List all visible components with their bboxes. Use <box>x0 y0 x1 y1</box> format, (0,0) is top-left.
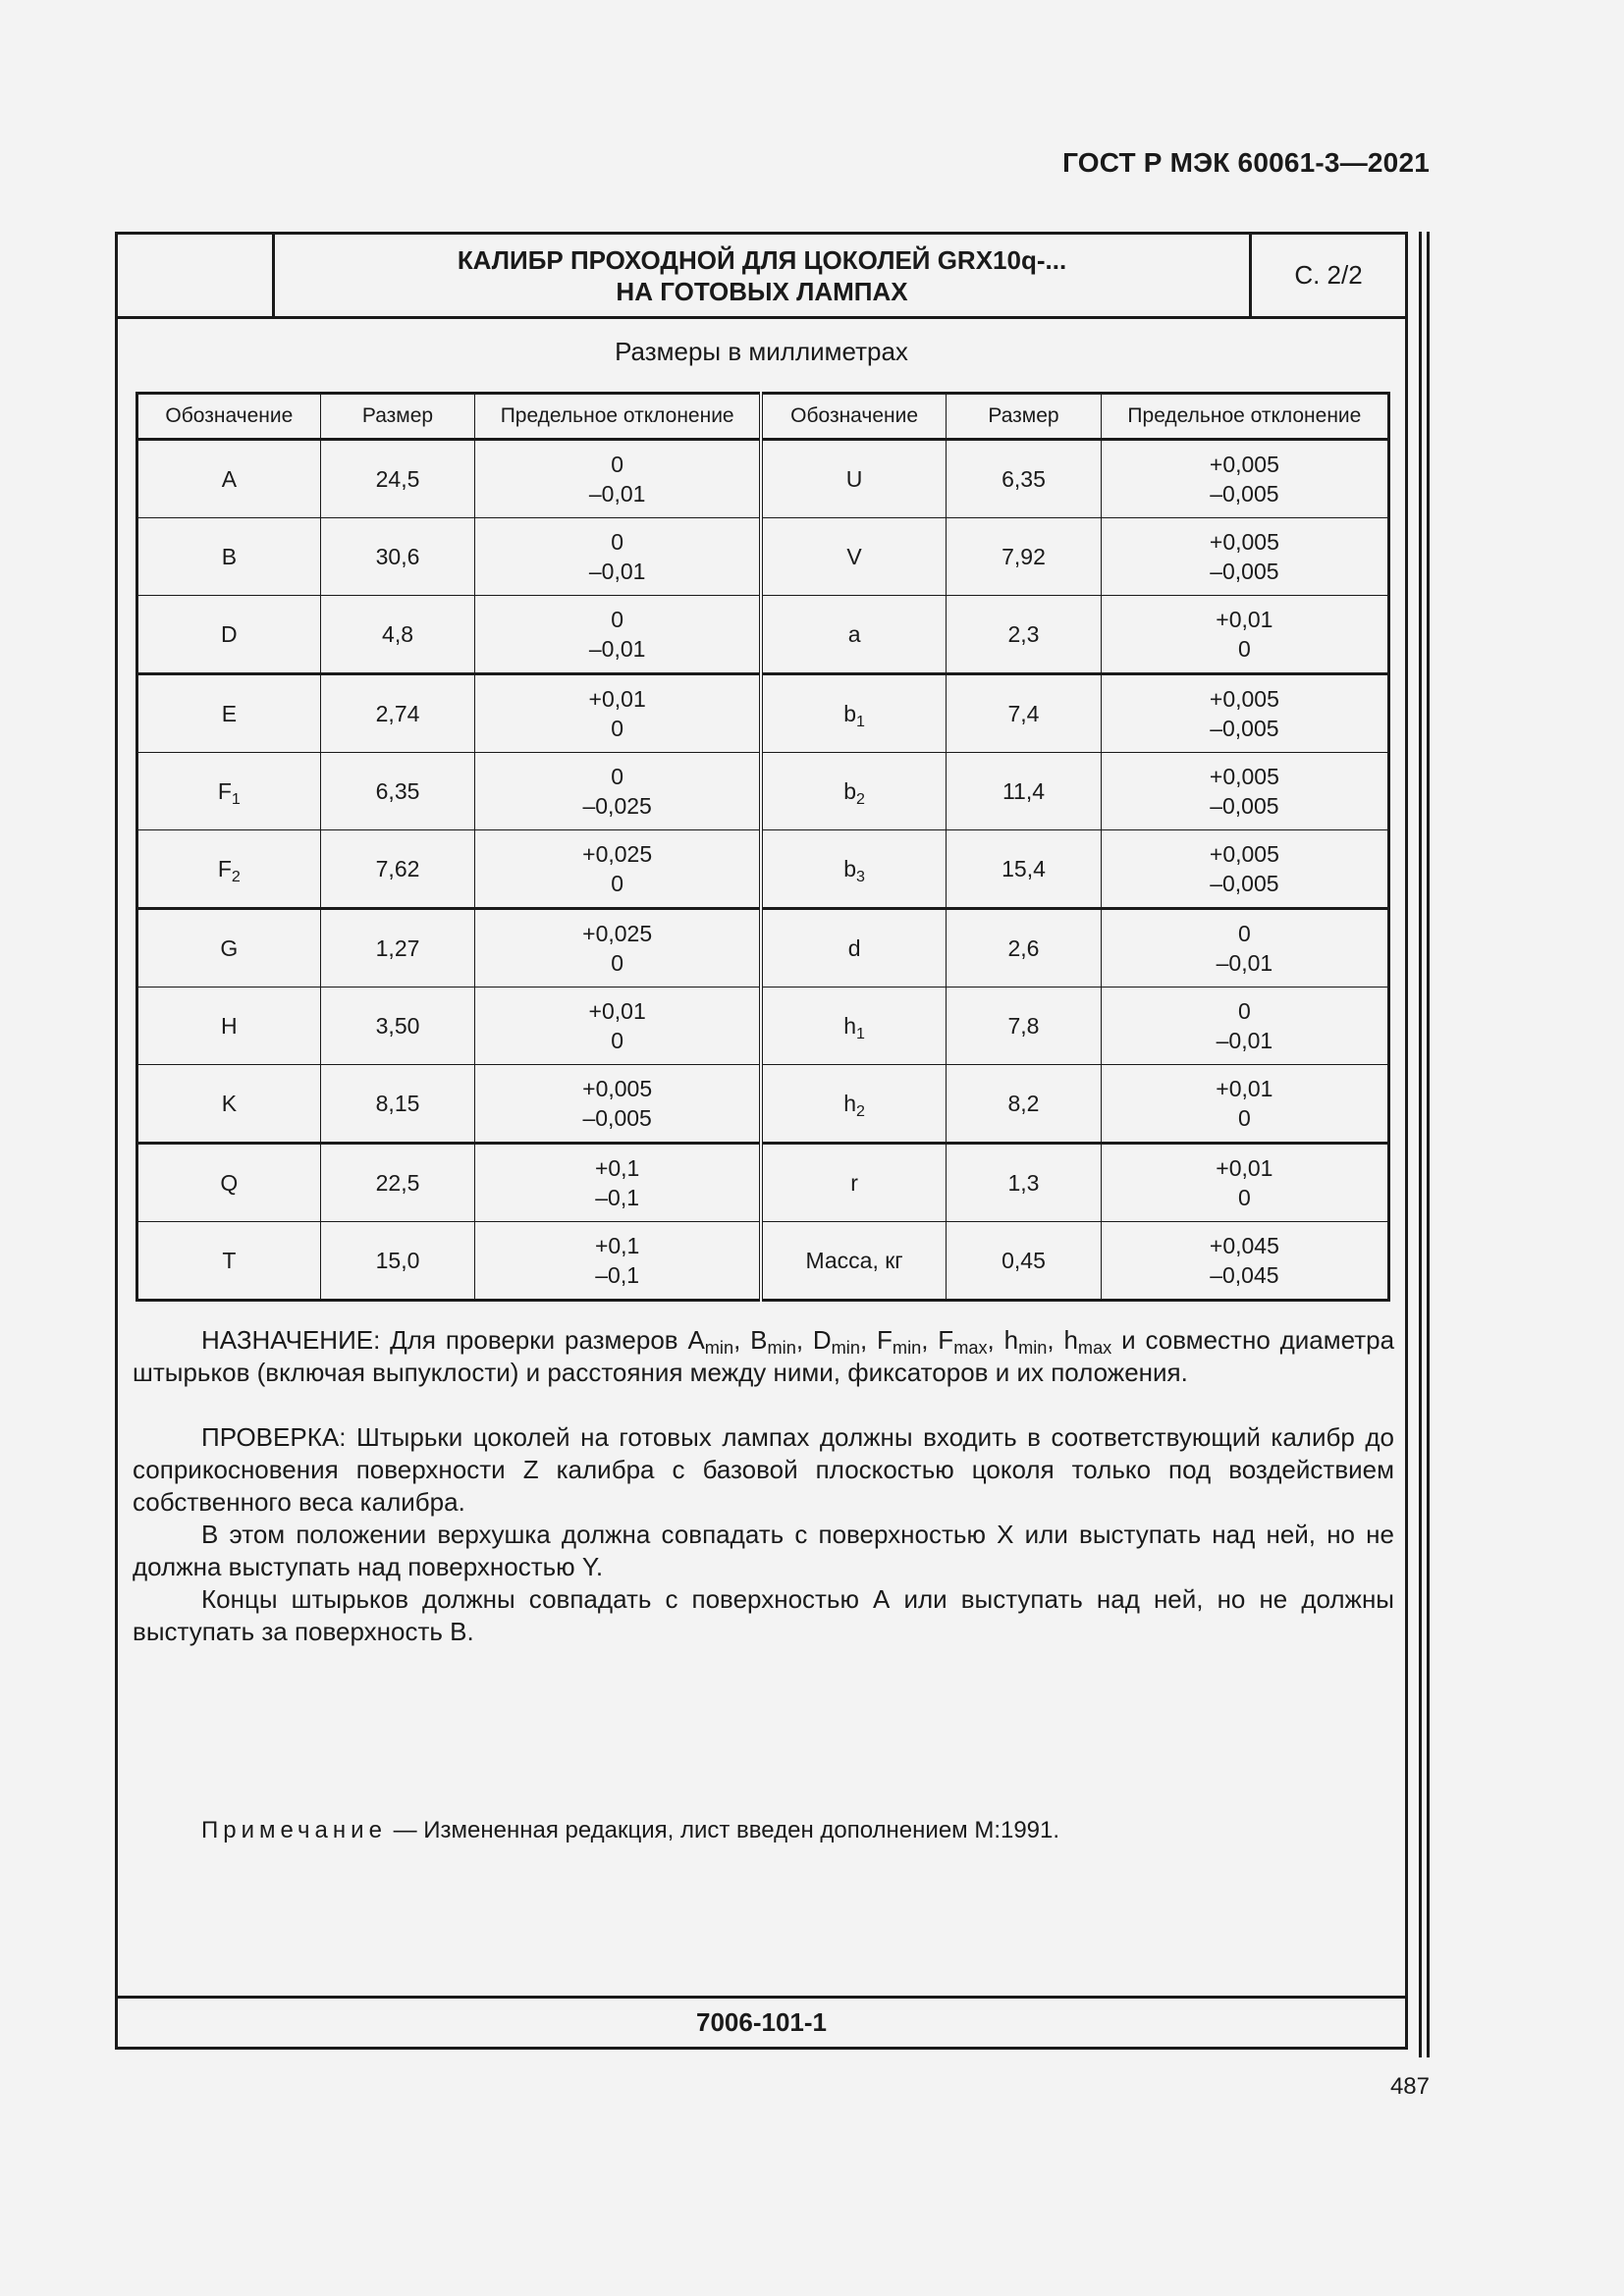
deviation-cell <box>475 674 761 753</box>
purpose-separator: , <box>795 1325 813 1355</box>
size-cell: 22,5 <box>320 1144 475 1222</box>
purpose-paragraph <box>133 1324 1394 1389</box>
designation-symbol: U <box>845 466 863 492</box>
deviation-upper: +0,1 <box>594 1155 640 1181</box>
size-cell: 8,2 <box>947 1065 1102 1144</box>
designation-cell <box>137 596 321 674</box>
purpose-dimension <box>1063 1325 1112 1358</box>
size-cell: 6,35 <box>320 753 475 830</box>
deviation-upper: +0,01 <box>1216 1076 1273 1101</box>
deviation-lower: –0,1 <box>595 1262 640 1288</box>
size-cell: 7,92 <box>947 518 1102 596</box>
deviation-cell <box>1101 1144 1388 1222</box>
deviation-upper: 0 <box>611 607 624 632</box>
column-header: Предельное отклонение <box>1101 394 1388 440</box>
table-row <box>137 830 1389 909</box>
designation-symbol: D <box>221 621 238 647</box>
size-cell: 4,8 <box>320 596 475 674</box>
column-header: Размер <box>947 394 1102 440</box>
designation-symbol: a <box>847 621 861 647</box>
sheet-footer-code: 7006-101-1 <box>118 1996 1405 2047</box>
designation-cell <box>137 440 321 518</box>
deviation-upper: 0 <box>611 452 624 477</box>
designation-cell <box>137 753 321 830</box>
designation-symbol: h <box>843 1091 857 1116</box>
purpose-separator: , <box>859 1325 878 1355</box>
deviation-upper: +0,045 <box>1209 1233 1279 1258</box>
standard-code: ГОСТ Р МЭК 60061-3—2021 <box>1062 147 1430 178</box>
check-paragraph: Концы штырьков должны совпадать с поверхностью А или выступать над ней, но не должны выступать за поверхность В. <box>133 1584 1394 1646</box>
deviation-upper: +0,025 <box>582 841 653 867</box>
dimensions-table <box>135 392 1390 1302</box>
designation-symbol: r <box>850 1170 858 1196</box>
deviation-lower: 0 <box>1237 1185 1251 1210</box>
deviation-upper: 0 <box>1237 921 1251 946</box>
deviation-lower: –0,025 <box>582 793 652 819</box>
gauge-sheet <box>115 232 1408 2050</box>
sheet-header <box>118 235 1405 319</box>
designation-symbol: F <box>217 856 232 881</box>
designation-cell <box>137 1222 321 1301</box>
deviation-lower: 0 <box>1237 636 1251 662</box>
purpose-dimension-symbol: h <box>1003 1325 1019 1355</box>
size-cell: 7,62 <box>320 830 475 909</box>
deviation-upper: +0,01 <box>588 998 646 1024</box>
designation-subscript: 1 <box>231 790 241 808</box>
deviation-cell <box>1101 830 1388 909</box>
deviation-cell <box>475 1144 761 1222</box>
designation-cell <box>137 830 321 909</box>
note-text: — Измененная редакция, лист введен дополнением М:1991. <box>386 1817 1060 1843</box>
designation-symbol: h <box>843 1013 857 1039</box>
purpose-dimension-subscript: max <box>953 1338 988 1358</box>
designation-cell <box>761 1144 947 1222</box>
deviation-upper: +0,005 <box>1209 452 1279 477</box>
table-row <box>137 596 1389 674</box>
purpose-separator: , <box>921 1325 939 1355</box>
purpose-dimension <box>1003 1325 1048 1358</box>
size-cell: 3,50 <box>320 988 475 1065</box>
size-cell: 7,4 <box>947 674 1102 753</box>
designation-symbol: G <box>220 935 239 961</box>
table-row <box>137 440 1389 518</box>
designation-symbol: E <box>221 701 238 726</box>
deviation-upper: +0,005 <box>1209 529 1279 555</box>
margin-rule <box>1427 232 1430 2057</box>
designation-subscript: 2 <box>231 868 241 885</box>
deviation-cell <box>475 753 761 830</box>
purpose-dimension-symbol: D <box>812 1325 832 1355</box>
deviation-upper: 0 <box>611 529 624 555</box>
table-row <box>137 909 1389 988</box>
deviation-cell <box>1101 988 1388 1065</box>
deviation-lower: –0,005 <box>1210 559 1279 584</box>
deviation-cell <box>1101 1065 1388 1144</box>
table-row <box>137 674 1389 753</box>
purpose-dimension <box>750 1325 796 1358</box>
designation-subscript: 1 <box>856 713 865 730</box>
header-blank-cell <box>118 235 275 316</box>
table-row <box>137 753 1389 830</box>
size-cell: 2,6 <box>947 909 1102 988</box>
designation-cell <box>137 674 321 753</box>
check-paragraph: ПРОВЕРКА: Штырьки цоколей на готовых лампах должны входить в соответствующий калибр до соприкосновения поверхности Z калибра с базовой плоскостью цоколя только под воздействием собственного веса калибра. <box>133 1422 1394 1517</box>
sheet-title-line2: НА ГОТОВЫХ ЛАМПАХ <box>616 276 908 306</box>
size-cell: 2,3 <box>947 596 1102 674</box>
deviation-lower: 0 <box>1237 1105 1251 1131</box>
designation-symbol: b <box>843 701 857 726</box>
designation-symbol: H <box>221 1013 238 1039</box>
designation-cell <box>761 1222 947 1301</box>
deviation-upper: +0,1 <box>594 1233 640 1258</box>
deviation-cell <box>475 440 761 518</box>
sheet-title <box>275 235 1252 316</box>
units-caption: Размеры в миллиметрах <box>615 337 908 366</box>
purpose-separator: , <box>733 1325 751 1355</box>
designation-cell <box>137 518 321 596</box>
designation-symbol: T <box>222 1248 237 1273</box>
check-paragraph: В этом положении верхушка должна совпадать с поверхностью X или выступать над ней, но не должна выступать над поверхностью Y. <box>133 1520 1394 1581</box>
purpose-separator: , <box>1047 1325 1064 1355</box>
designation-cell <box>761 440 947 518</box>
deviation-cell <box>1101 674 1388 753</box>
designation-subscript: 2 <box>856 1102 865 1120</box>
deviation-lower: –0,005 <box>1210 716 1279 741</box>
size-cell: 8,15 <box>320 1065 475 1144</box>
deviation-cell <box>475 596 761 674</box>
margin-rule <box>1419 232 1422 2057</box>
page-number: 487 <box>1389 2073 1430 2100</box>
designation-cell <box>137 988 321 1065</box>
deviation-upper: 0 <box>611 764 624 789</box>
table-row <box>137 1144 1389 1222</box>
designation-symbol: F <box>217 778 232 804</box>
purpose-dimension <box>812 1325 860 1358</box>
purpose-dimension <box>687 1325 734 1358</box>
designation-subscript: 1 <box>856 1025 865 1042</box>
deviation-upper: 0 <box>1237 998 1251 1024</box>
deviation-lower: –0,005 <box>1210 793 1279 819</box>
deviation-cell <box>1101 596 1388 674</box>
size-cell: 0,45 <box>947 1222 1102 1301</box>
sheet-title-line1: КАЛИБР ПРОХОДНОЙ ДЛЯ ЦОКОЛЕЙ GRX10q-... <box>457 244 1067 275</box>
table-row <box>137 988 1389 1065</box>
column-header: Обозначение <box>761 394 947 440</box>
purpose-dimension-subscript: min <box>1018 1338 1048 1358</box>
designation-subscript: 3 <box>856 868 865 885</box>
purpose-dimension-symbol: F <box>877 1325 893 1355</box>
designation-cell <box>137 1065 321 1144</box>
deviation-upper: +0,005 <box>1209 686 1279 712</box>
designation-symbol: B <box>221 544 238 569</box>
deviation-cell <box>475 1222 761 1301</box>
deviation-upper: +0,01 <box>588 686 646 712</box>
deviation-lower: 0 <box>611 950 624 976</box>
purpose-dimension-symbol: F <box>938 1325 954 1355</box>
deviation-cell <box>475 1065 761 1144</box>
size-cell: 7,8 <box>947 988 1102 1065</box>
deviation-lower: –0,005 <box>582 1105 652 1131</box>
designation-symbol: K <box>221 1091 238 1116</box>
deviation-lower: –0,005 <box>1210 481 1279 507</box>
deviation-upper: +0,01 <box>1216 607 1273 632</box>
purpose-dimension-subscript: min <box>767 1338 796 1358</box>
table-header-row <box>137 394 1389 440</box>
size-cell: 1,3 <box>947 1144 1102 1222</box>
column-header: Обозначение <box>137 394 321 440</box>
designation-symbol: A <box>221 466 238 492</box>
designation-cell <box>761 518 947 596</box>
deviation-lower: 0 <box>611 1028 624 1053</box>
designation-cell <box>137 909 321 988</box>
purpose-lead: НАЗНАЧЕНИЕ: Для проверки размеров <box>201 1325 688 1355</box>
designation-cell <box>761 830 947 909</box>
deviation-cell <box>475 909 761 988</box>
designation-cell <box>761 1065 947 1144</box>
deviation-upper: +0,005 <box>582 1076 653 1101</box>
deviation-lower: 0 <box>611 871 624 896</box>
table-row <box>137 1222 1389 1301</box>
designation-cell <box>137 1144 321 1222</box>
sheet-page-label: С. 2/2 <box>1294 260 1363 290</box>
designation-subscript: 2 <box>856 790 865 808</box>
deviation-lower: 0 <box>611 716 624 741</box>
deviation-upper: +0,005 <box>1209 764 1279 789</box>
table-row <box>137 1065 1389 1144</box>
deviation-lower: –0,01 <box>588 559 646 584</box>
deviation-cell <box>475 518 761 596</box>
purpose-dimension-subscript: min <box>704 1338 734 1358</box>
size-cell: 15,4 <box>947 830 1102 909</box>
size-cell: 1,27 <box>320 909 475 988</box>
designation-symbol: Q <box>220 1170 239 1196</box>
deviation-lower: –0,01 <box>1216 950 1273 976</box>
deviation-cell <box>1101 1222 1388 1301</box>
designation-symbol: V <box>846 544 862 569</box>
column-header: Предельное отклонение <box>475 394 761 440</box>
size-cell: 15,0 <box>320 1222 475 1301</box>
deviation-cell <box>475 988 761 1065</box>
designation-cell <box>761 909 947 988</box>
table-row <box>137 518 1389 596</box>
column-header: Размер <box>320 394 475 440</box>
body-text <box>133 1324 1394 1648</box>
designation-symbol: b <box>843 856 857 881</box>
deviation-cell <box>1101 518 1388 596</box>
size-cell: 6,35 <box>947 440 1102 518</box>
deviation-upper: +0,025 <box>582 921 653 946</box>
designation-cell <box>761 596 947 674</box>
size-cell: 11,4 <box>947 753 1102 830</box>
designation-symbol: d <box>847 935 861 961</box>
note-label: Примечание <box>201 1817 387 1843</box>
purpose-dimension <box>877 1325 922 1358</box>
designation-symbol: b <box>843 778 857 804</box>
designation-cell <box>761 674 947 753</box>
deviation-upper: +0,01 <box>1216 1155 1273 1181</box>
purpose-dimension-subscript: min <box>892 1338 922 1358</box>
deviation-upper: +0,005 <box>1209 841 1279 867</box>
deviation-lower: –0,01 <box>588 481 646 507</box>
deviation-cell <box>1101 909 1388 988</box>
note <box>201 1817 1059 1844</box>
purpose-dimension-symbol: A <box>687 1325 705 1355</box>
deviation-lower: –0,045 <box>1210 1262 1279 1288</box>
deviation-lower: –0,01 <box>588 636 646 662</box>
purpose-dimension-subscript: max <box>1077 1338 1112 1358</box>
purpose-dimension-subscript: min <box>831 1338 860 1358</box>
purpose-dimension-symbol: h <box>1063 1325 1078 1355</box>
purpose-dimension <box>938 1325 988 1358</box>
designation-symbol: Масса, кг <box>805 1248 903 1273</box>
size-cell: 30,6 <box>320 518 475 596</box>
deviation-cell <box>475 830 761 909</box>
purpose-tail: и совместно диаметра штырьков (включая выпуклости) и расстояния между ними, фиксаторов и их положения. <box>133 1325 1395 1387</box>
deviation-cell <box>1101 440 1388 518</box>
designation-cell <box>761 753 947 830</box>
purpose-separator: , <box>987 1325 1004 1355</box>
deviation-lower: –0,1 <box>595 1185 640 1210</box>
deviation-cell <box>1101 753 1388 830</box>
purpose-dimension-symbol: B <box>750 1325 768 1355</box>
size-cell: 2,74 <box>320 674 475 753</box>
deviation-lower: –0,005 <box>1210 871 1279 896</box>
deviation-lower: –0,01 <box>1216 1028 1273 1053</box>
size-cell: 24,5 <box>320 440 475 518</box>
designation-cell <box>761 988 947 1065</box>
